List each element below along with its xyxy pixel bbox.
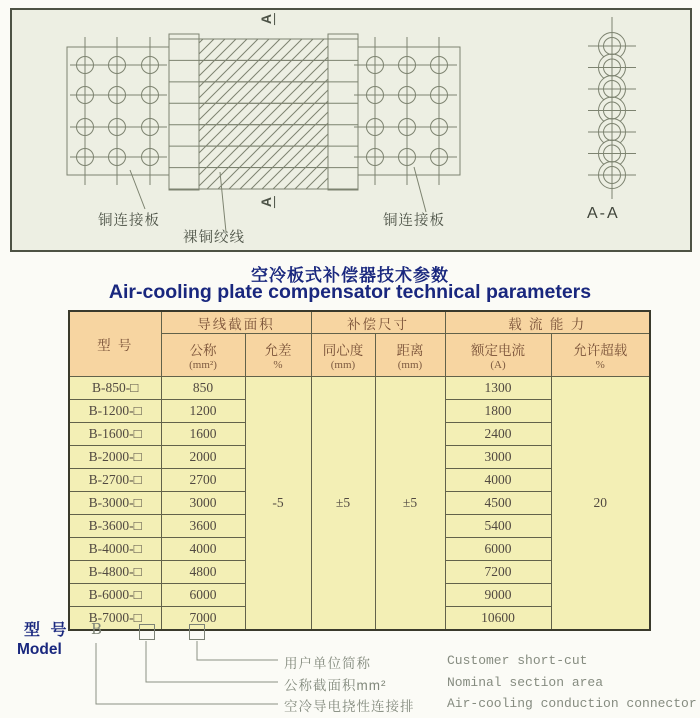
col-header-nominal-unit: (mm²) xyxy=(189,359,217,371)
cell-rated-current: 4500 xyxy=(445,492,551,515)
cell-nominal-area: 6000 xyxy=(161,584,245,607)
col-header-concentricity-text: 同心度 xyxy=(322,343,364,358)
col-header-overload xyxy=(551,334,650,377)
cell-nominal-area: 4000 xyxy=(161,538,245,561)
legend-model-title-zh: 型 号 xyxy=(24,622,70,639)
cell-model: B-6000-□ xyxy=(69,584,161,607)
cell-nominal-area: 1600 xyxy=(161,423,245,446)
cell-rated-current: 1800 xyxy=(445,400,551,423)
cell-model: B-4000-□ xyxy=(69,538,161,561)
col-header-concentricity-unit: (mm) xyxy=(330,359,356,371)
legend-item-connector-en: Air-cooling conduction connector xyxy=(447,696,697,711)
legend-item-connector-zh: 空冷导电挠性连接排 xyxy=(284,699,415,714)
table-row xyxy=(69,377,650,400)
cell-rated-current: 7200 xyxy=(445,561,551,584)
cell-model: B-3000-□ xyxy=(69,492,161,515)
cell-overload-merged: 20 xyxy=(551,377,650,631)
cell-concentricity-merged: ±5 xyxy=(311,377,375,631)
legend-item-customer-en: Customer short-cut xyxy=(447,653,588,668)
legend-item-customer-zh: 用户单位简称 xyxy=(284,656,371,671)
col-header-nominal xyxy=(161,334,245,377)
col-group-compensation-size: 补偿尺寸 xyxy=(311,311,445,334)
cell-model: B-3600-□ xyxy=(69,515,161,538)
cell-tolerance-merged: -5 xyxy=(245,377,311,631)
cell-rated-current: 3000 xyxy=(445,446,551,469)
col-header-overload-text: 允许超载 xyxy=(573,343,628,358)
cell-model: B-1200-□ xyxy=(69,400,161,423)
col-header-distance-text: 距离 xyxy=(396,343,424,358)
label-copper-plate-left: 铜连接板 xyxy=(98,213,160,229)
legend-item-nominal-en: Nominal section area xyxy=(447,675,604,690)
legend-prefix-b: B xyxy=(91,620,103,638)
col-header-distance xyxy=(375,334,445,377)
cell-rated-current: 6000 xyxy=(445,538,551,561)
page-title-en: Air-cooling plate compensator technical parameters xyxy=(108,281,592,303)
label-section-view-aa: A-A xyxy=(587,205,620,222)
legend-model-title-en: Model xyxy=(17,641,62,658)
col-header-rated-current-text: 额定电流 xyxy=(471,343,525,358)
col-header-tolerance xyxy=(245,334,311,377)
cell-model: B-4800-□ xyxy=(69,561,161,584)
parameters-table xyxy=(68,310,651,631)
cell-nominal-area: 4800 xyxy=(161,561,245,584)
col-header-model: 型 号 xyxy=(69,311,161,377)
section-marker-a-bottom: A xyxy=(258,196,275,208)
col-header-concentricity xyxy=(311,334,375,377)
label-copper-plate-right: 铜连接板 xyxy=(383,213,445,229)
col-group-current-capacity: 载 流 能 力 xyxy=(445,311,650,334)
col-header-distance-unit: (mm) xyxy=(397,359,423,371)
col-header-overload-unit: % xyxy=(595,359,605,371)
cell-nominal-area: 7000 xyxy=(161,607,245,631)
col-header-tolerance-unit: % xyxy=(273,359,283,371)
cell-rated-current: 4000 xyxy=(445,469,551,492)
cell-nominal-area: 2700 xyxy=(161,469,245,492)
cell-rated-current: 9000 xyxy=(445,584,551,607)
cell-nominal-area: 2000 xyxy=(161,446,245,469)
cell-rated-current: 2400 xyxy=(445,423,551,446)
cell-rated-current: 5400 xyxy=(445,515,551,538)
legend-item-nominal-zh: 公称截面积mm² xyxy=(284,678,387,693)
cell-nominal-area: 3000 xyxy=(161,492,245,515)
cell-nominal-area: 850 xyxy=(161,377,245,400)
cell-model: B-7000-□ xyxy=(69,607,161,631)
cell-model: B-2000-□ xyxy=(69,446,161,469)
col-header-rated-current-unit: (A) xyxy=(490,359,506,371)
section-marker-a-top: A xyxy=(258,13,275,25)
col-group-conductor-area: 导线截面积 xyxy=(161,311,311,334)
col-header-rated-current xyxy=(445,334,551,377)
cell-nominal-area: 1200 xyxy=(161,400,245,423)
cell-rated-current: 1300 xyxy=(445,377,551,400)
cell-model: B-1600-□ xyxy=(69,423,161,446)
col-header-nominal-text: 公称 xyxy=(189,343,217,358)
cell-rated-current: 10600 xyxy=(445,607,551,631)
cell-nominal-area: 3600 xyxy=(161,515,245,538)
label-bare-copper-wire: 裸铜绞线 xyxy=(183,230,245,246)
cell-model: B-2700-□ xyxy=(69,469,161,492)
cell-model: B-850-□ xyxy=(69,377,161,400)
page-title-zh: 空冷板式补偿器技术参数 xyxy=(251,266,449,285)
cell-distance-merged: ±5 xyxy=(375,377,445,631)
col-header-tolerance-text: 允差 xyxy=(264,343,292,358)
